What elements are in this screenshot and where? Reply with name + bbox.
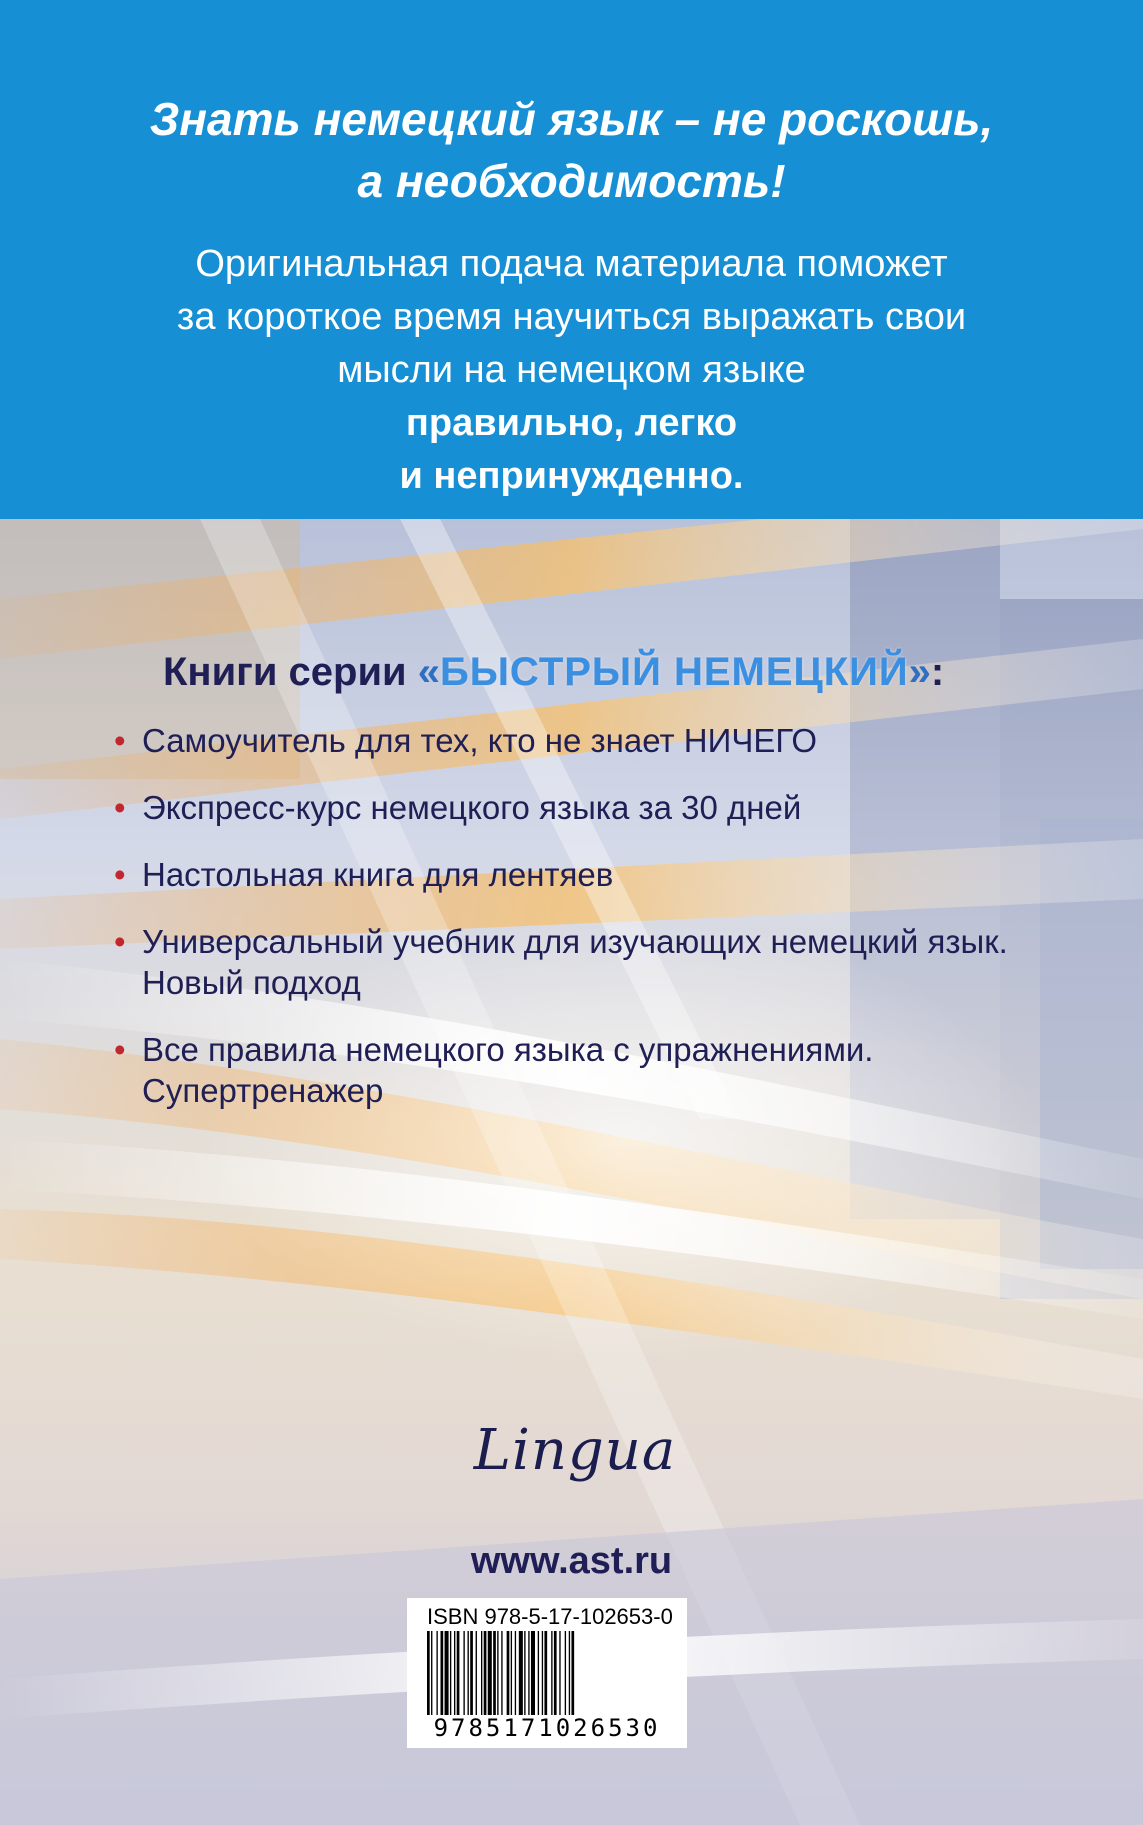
- tagline-line-2: а необходимость!: [357, 155, 786, 207]
- lingua-logo: [445, 1418, 705, 1558]
- series-book-list: [114, 720, 1014, 1137]
- series-book-item: • Все правила немецкого языка с упражнениями. Супертренажер: [114, 1029, 1014, 1111]
- series-close-quote: »: [908, 650, 931, 694]
- intro-line-3-regular: мысли на немецком языке: [337, 349, 806, 391]
- intro-line-4-bold: и непринужденно.: [399, 455, 744, 497]
- series-book-item: • Самоучитель для тех, кто не знает НИЧЕГО: [114, 720, 1014, 761]
- top-blue-band: [0, 0, 1143, 519]
- intro-line-2: за короткое время научиться выражать свои: [176, 296, 967, 338]
- series-name: БЫСТРЫЙ НЕМЕЦКИЙ: [440, 650, 909, 694]
- isbn-label: ISBN 978-5-17-102653-0: [427, 1604, 673, 1629]
- series-book-item: • Экспресс-курс немецкого языка за 30 дней: [114, 787, 1014, 828]
- intro-line-3-bold: правильно, легко: [405, 402, 738, 444]
- lingua-logo-text: Lingua: [473, 1418, 677, 1483]
- intro-line-1: Оригинальная подача материала поможет: [195, 243, 948, 285]
- intro-line-4: [0, 450, 1143, 503]
- series-book-item: • Универсальный учебник для изучающих немецкий язык. Новый подход: [114, 921, 1014, 1003]
- publisher-website: www.ast.ru: [470, 1540, 673, 1582]
- barcode-box: [407, 1598, 687, 1748]
- intro-line-3: [0, 344, 1143, 450]
- barcode-bars-icon: [427, 1631, 667, 1715]
- tagline-line-1: Знать немецкий язык – не роскошь,: [149, 93, 994, 145]
- tagline: [0, 88, 1143, 212]
- series-label: Книги серии: [163, 650, 407, 694]
- series-book-item: • Настольная книга для лентяев: [114, 854, 1014, 895]
- series-heading: [163, 650, 944, 695]
- series-open-quote: «: [417, 650, 441, 694]
- intro-text: [0, 238, 1143, 503]
- barcode-digits: 9785171026530: [433, 1714, 661, 1742]
- series-colon: :: [930, 650, 945, 694]
